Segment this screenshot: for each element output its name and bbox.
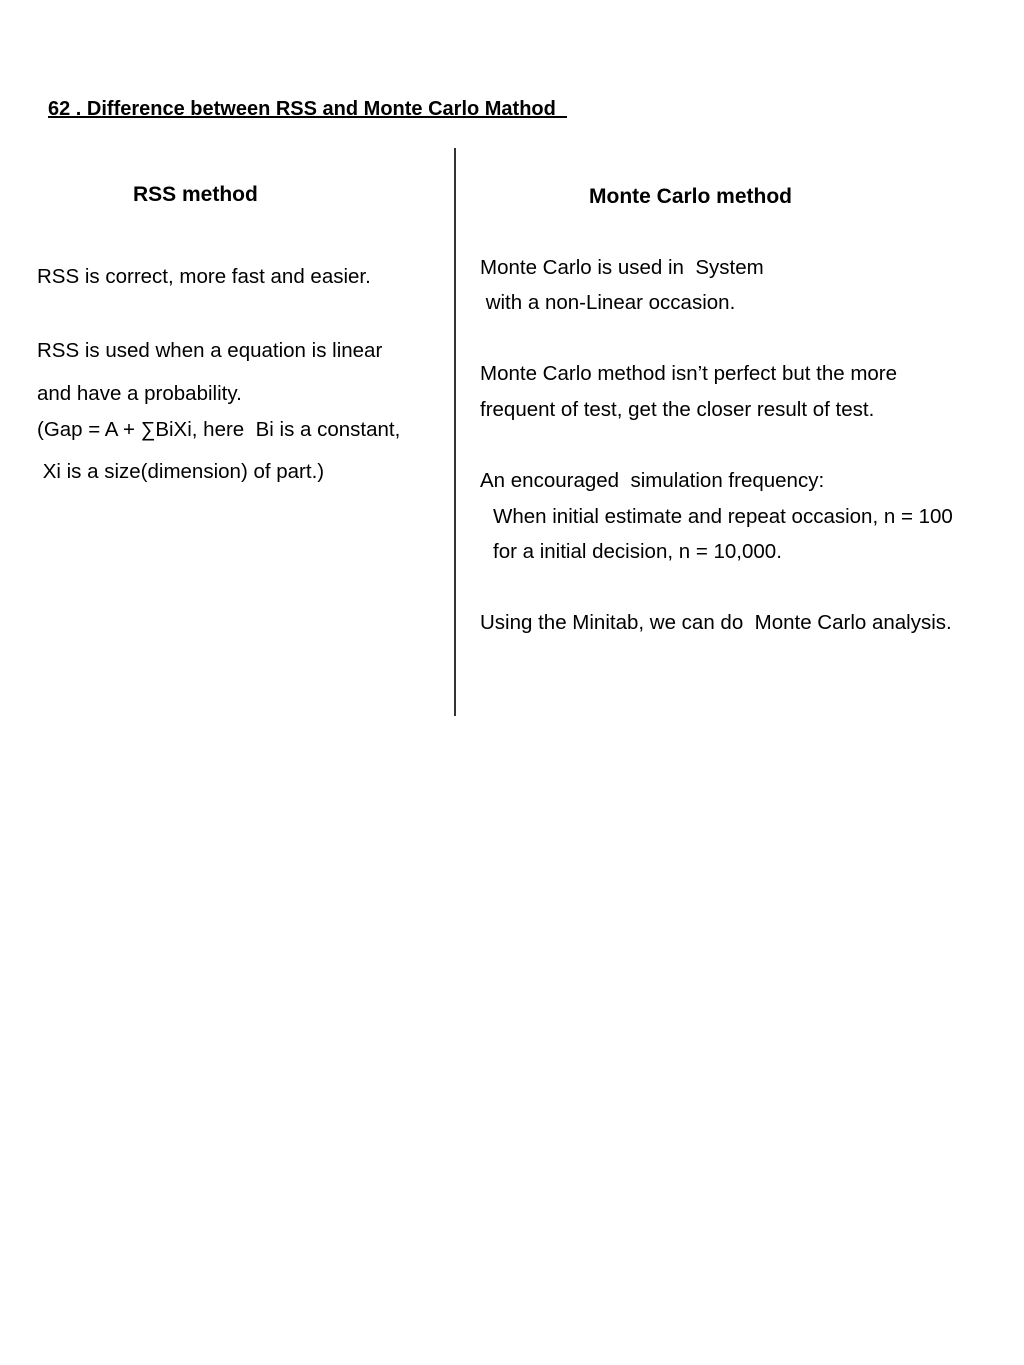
monte-carlo-heading: Monte Carlo method [589,185,792,208]
rss-text-line: Xi is a size(dimension) of part.) [37,460,325,483]
rss-text-line: (Gap = A + ∑BiXi, here Bi is a constant, [37,418,401,441]
monte-carlo-text-line: Monte Carlo method isn’t perfect but the more [480,362,898,385]
monte-carlo-text-line: When initial estimate and repeat occasion, n = 100 [493,505,953,528]
rss-text-line: and have a probability. [37,382,242,405]
rss-heading: RSS method [133,183,258,206]
page-title: 62 . Difference between RSS and Monte Carlo Mathod [48,98,567,120]
monte-carlo-text-line: An encouraged simulation frequency: [480,469,825,492]
monte-carlo-text-line: Using the Minitab, we can do Monte Carlo analysis. [480,611,952,634]
rss-text-line: RSS is used when a equation is linear [37,339,383,362]
monte-carlo-text-line: Monte Carlo is used in System [480,256,764,279]
monte-carlo-text-line: for a initial decision, n = 10,000. [493,540,782,563]
rss-text-line: RSS is correct, more fast and easier. [37,265,371,288]
monte-carlo-text-line: frequent of test, get the closer result of test. [480,398,875,421]
column-divider [454,148,456,716]
monte-carlo-text-line: with a non-Linear occasion. [480,291,736,314]
